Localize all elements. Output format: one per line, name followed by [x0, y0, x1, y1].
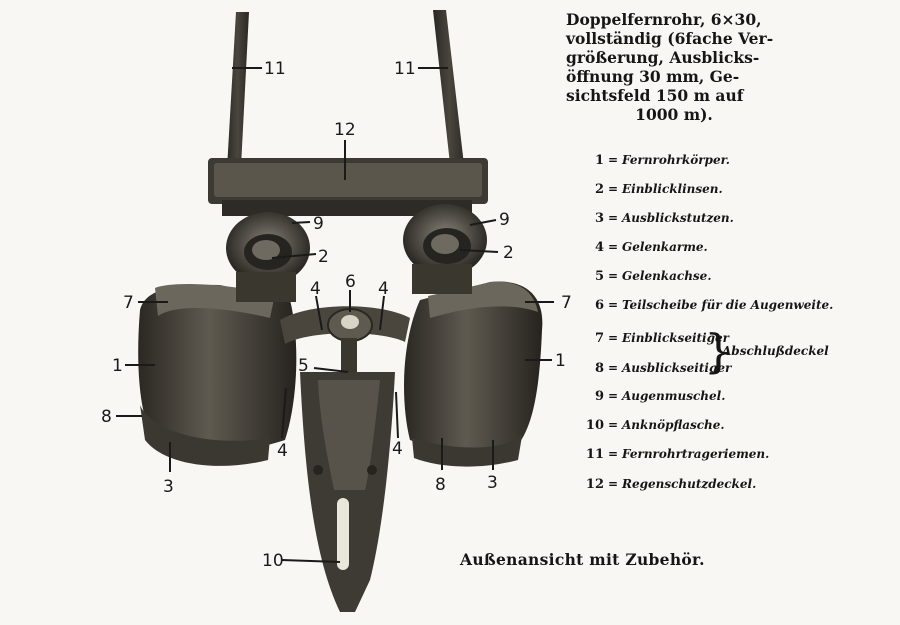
legend-equals: = — [607, 269, 619, 283]
legend-number: 3 — [594, 211, 604, 226]
legend-term: Ausblickseitiger — [622, 361, 732, 375]
legend-number: 8 — [594, 361, 604, 376]
callout-12: 12 — [334, 120, 356, 140]
legend-item — [560, 472, 756, 496]
legend-term: Anknöpflasche. — [622, 418, 725, 432]
legend-term: Fernrohrtrageriemen. — [622, 447, 770, 461]
legend-term: Einblickseitiger — [622, 331, 729, 345]
legend-number: 4 — [594, 240, 604, 255]
spec-line: Doppelfernrohr, 6×30, — [566, 10, 762, 29]
callout-7-right: 7 — [561, 293, 572, 313]
callout-7-left: 7 — [123, 293, 134, 313]
legend-number: 10 — [585, 418, 604, 433]
spec-line: größerung, Ausblicks- — [566, 48, 760, 67]
legend-equals: = — [607, 298, 619, 312]
legend-equals: = — [607, 361, 619, 375]
spec-line: öffnung 30 mm, Ge- — [566, 67, 740, 86]
legend-equals: = — [607, 447, 619, 461]
legend-item — [560, 442, 769, 466]
legend-number: 1 — [594, 153, 604, 168]
legend-number: 7 — [594, 331, 604, 346]
legend-equals: = — [607, 477, 619, 491]
callout-5: 5 — [298, 356, 309, 376]
callout-11-left: 11 — [264, 59, 286, 79]
callout-2-right: 2 — [503, 243, 514, 263]
legend-term: Regenschutzdeckel. — [622, 477, 757, 491]
legend-equals: = — [607, 153, 619, 167]
legend-term: Fernrohrkörper. — [622, 153, 730, 167]
callout-8-right: 8 — [435, 475, 446, 495]
brace-term: Abschlußdeckel — [722, 344, 829, 358]
figure-caption: Außenansicht mit Zubehör. — [460, 550, 705, 569]
legend-item — [560, 413, 725, 437]
callout-9-left: 9 — [313, 214, 324, 234]
legend-equals: = — [607, 211, 619, 225]
callout-3-left: 3 — [163, 477, 174, 497]
spec-line: 1000 m). — [635, 105, 713, 124]
legend-item — [560, 384, 725, 408]
legend-number: 11 — [585, 447, 604, 462]
legend-item — [560, 148, 730, 172]
legend-number: 9 — [594, 389, 604, 404]
callout-4-top-left: 4 — [310, 279, 321, 299]
specification-text — [566, 10, 782, 124]
legend-number: 5 — [594, 269, 604, 284]
callout-9-right: 9 — [499, 210, 510, 230]
legend-term: Einblicklinsen. — [622, 182, 723, 196]
legend-item — [560, 177, 723, 201]
strap-tab — [300, 372, 395, 612]
legend-item — [560, 206, 734, 230]
eyecup-left — [226, 212, 310, 302]
legend-equals: = — [607, 182, 619, 196]
callout-1-right: 1 — [555, 351, 566, 371]
legend-item — [560, 264, 712, 288]
legend-equals: = — [607, 240, 619, 254]
legend-number: 12 — [585, 477, 604, 492]
carrying-strap-right — [433, 10, 466, 182]
legend-equals: = — [607, 389, 619, 403]
legend-item — [560, 293, 833, 317]
legend-term: Augenmuschel. — [622, 389, 726, 403]
callout-10: 10 — [262, 551, 284, 571]
legend-equals: = — [607, 331, 619, 345]
callout-2-left: 2 — [318, 247, 329, 267]
callout-3-right: 3 — [487, 473, 498, 493]
legend-term: Teilscheibe für die Augenweite. — [622, 298, 834, 312]
legend-term: Gelenkachse. — [622, 269, 712, 283]
callout-1-left: 1 — [112, 356, 123, 376]
callout-4-bottom-left: 4 — [277, 441, 288, 461]
legend-equals: = — [607, 418, 619, 432]
callout-4-top-right: 4 — [378, 279, 389, 299]
callout-4-bottom-right: 4 — [392, 439, 403, 459]
callout-11-right: 11 — [394, 59, 416, 79]
right-barrel — [404, 282, 542, 467]
left-barrel — [138, 284, 296, 466]
spec-line: vollständig (6fache Ver- — [566, 29, 774, 48]
legend-number: 6 — [594, 298, 604, 313]
legend-number: 2 — [594, 182, 604, 197]
callout-6: 6 — [345, 272, 356, 292]
legend-item — [560, 235, 708, 259]
legend-term: Gelenkarme. — [622, 240, 708, 254]
eyecup-right — [403, 204, 487, 294]
curly-brace: } — [704, 324, 734, 378]
callout-8-left: 8 — [101, 407, 112, 427]
legend-term: Ausblickstutzen. — [622, 211, 734, 225]
spec-line: sichtsfeld 150 m auf — [566, 86, 744, 105]
